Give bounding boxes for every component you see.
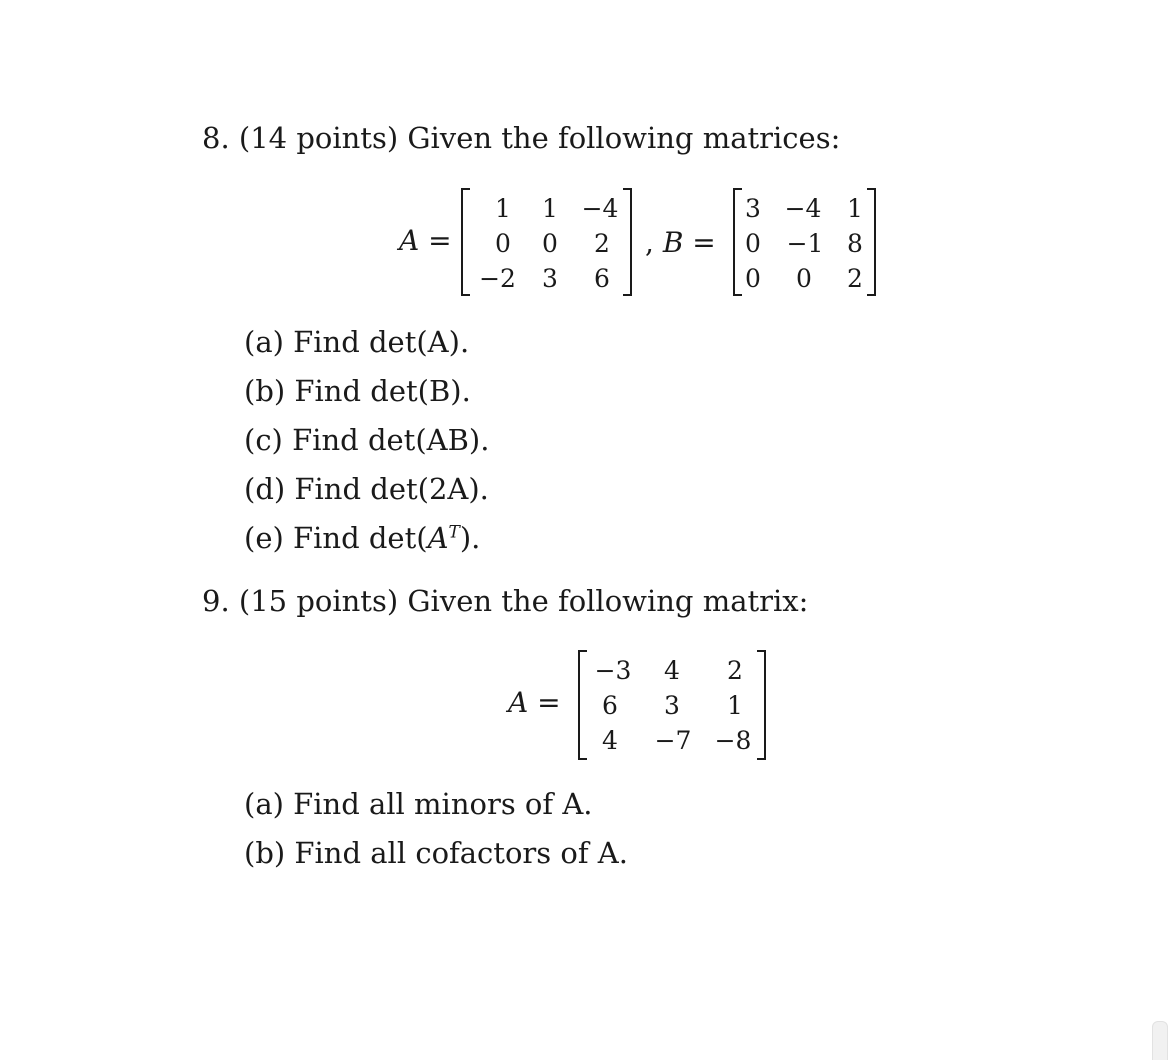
problem-8-part-e-superscript: T — [448, 522, 460, 543]
matrix-b — [733, 188, 876, 296]
matrix-separator: , — [645, 226, 654, 259]
problem-9-matrix-cell-3-1: 4 — [602, 726, 618, 755]
problem-9-matrix-left-bracket — [578, 650, 587, 760]
matrix-b-cell-2-3: 8 — [847, 229, 863, 258]
problem-9-heading: 9. (15 points) Given the following matrix: — [202, 584, 809, 618]
matrix-b-cell-2-2: −1 — [786, 229, 824, 258]
matrix-b-cell-1-1: 3 — [745, 194, 761, 223]
scrollbar-thumb[interactable] — [1152, 1021, 1168, 1060]
problem-9-matrix-cell-2-2: 3 — [664, 691, 680, 720]
matrix-b-cell-3-2: 0 — [796, 264, 812, 293]
problem-8-heading: 8. (14 points) Given the following matrices: — [202, 121, 841, 155]
matrix-a-right-bracket — [623, 188, 632, 296]
problem-8-part-a: (a) Find det(A). — [244, 325, 470, 359]
matrix-a-cell-3-1: −2 — [479, 264, 516, 293]
matrix-b-cell-3-3: 2 — [847, 264, 863, 293]
problem-8-part-d: (d) Find det(2A). — [244, 472, 489, 506]
problem-9-matrix-right-bracket — [757, 650, 766, 760]
matrix-b-label-group — [645, 226, 716, 259]
problem-9-matrix-cell-1-2: 4 — [664, 656, 680, 685]
matrix-b-cell-3-1: 0 — [745, 264, 761, 293]
problem-9-matrix-cell-2-3: 1 — [727, 691, 743, 720]
matrix-a — [461, 188, 632, 296]
matrix-b-right-bracket — [867, 188, 876, 296]
matrix-a-cell-2-2: 0 — [542, 229, 558, 258]
matrix-a-cell-1-3: −4 — [581, 194, 619, 223]
problem-8-part-e — [244, 521, 480, 555]
problem-8-part-e-base: A — [427, 521, 449, 555]
matrix-a-cell-2-3: 2 — [594, 229, 610, 258]
matrix-b-cell-1-3: 1 — [847, 194, 863, 223]
matrix-a-cell-3-2: 3 — [542, 264, 558, 293]
problem-9-matrix-cell-3-3: −8 — [714, 726, 752, 755]
problem-9-matrix-cell-3-2: −7 — [654, 726, 692, 755]
problem-8-part-e-suffix: ). — [459, 521, 481, 555]
problem-9-matrix-cell-2-1: 6 — [602, 691, 618, 720]
problem-9-part-a: (a) Find all minors of A. — [244, 787, 593, 821]
problem-9-part-b: (b) Find all cofactors of A. — [244, 836, 628, 870]
problem-8-part-e-prefix: (e) Find det( — [244, 521, 428, 555]
matrix-a-cell-2-1: 0 — [495, 229, 511, 258]
problem-8-part-c: (c) Find det(AB). — [244, 423, 490, 457]
matrix-b-cell-2-1: 0 — [745, 229, 761, 258]
matrix-a-cell-3-3: 6 — [594, 264, 610, 293]
problem-9-matrix — [578, 650, 766, 760]
matrix-a-label: A — [399, 224, 420, 257]
matrix-b-equals: = — [692, 226, 716, 259]
matrix-a-cell-1-2: 1 — [542, 194, 558, 223]
matrix-a-label-group — [399, 224, 452, 257]
problem-9-matrix-cell-1-1: −3 — [594, 656, 632, 685]
matrix-b-cell-1-2: −4 — [784, 194, 822, 223]
matrix-a-equals: = — [428, 224, 452, 257]
matrix-b-label: B — [662, 226, 684, 259]
problem-9-matrix-label-group — [508, 686, 561, 719]
matrix-a-cell-1-1: 1 — [495, 194, 511, 223]
problem-8-part-b: (b) Find det(B). — [244, 374, 471, 408]
matrix-a-left-bracket — [461, 188, 470, 296]
problem-9-matrix-label: A — [508, 686, 529, 719]
problem-9-matrix-cell-1-3: 2 — [727, 656, 743, 685]
problem-9-matrix-equals: = — [537, 686, 561, 719]
